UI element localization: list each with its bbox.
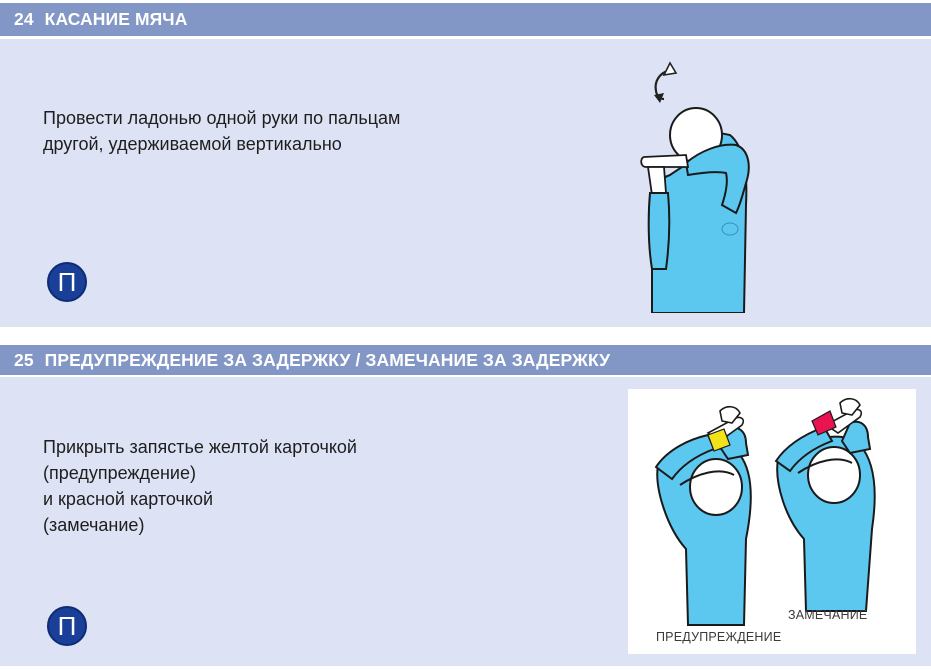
section-description xyxy=(43,434,357,538)
section-title: ПРЕДУПРЕЖДЕНИЕ ЗА ЗАДЕРЖКУ / ЗАМЕЧАНИЕ ЗА ЗАДЕРЖКУ xyxy=(44,349,611,370)
badge-p-icon: П xyxy=(47,262,87,302)
description-line: другой, удерживаемой вертикально xyxy=(43,134,342,154)
section-description xyxy=(43,105,400,157)
description-line: (предупреждение) xyxy=(43,463,196,483)
rotate-arrow-icon xyxy=(654,63,676,103)
section-body xyxy=(0,377,931,666)
caption-reprimand: ЗАМЕЧАНИЕ xyxy=(788,608,868,622)
section-25 xyxy=(0,345,931,670)
section-body xyxy=(0,39,931,327)
section-header xyxy=(0,3,931,36)
caption-warning: ПРЕДУПРЕЖДЕНИЕ xyxy=(656,630,782,644)
section-header xyxy=(0,345,931,375)
badge-p-icon: П xyxy=(47,606,87,646)
referee-cards-figure xyxy=(628,389,916,654)
figure-panel xyxy=(628,389,916,654)
referee-ball-touch-figure xyxy=(630,55,765,313)
section-number: 25 xyxy=(14,349,34,370)
description-line: (замечание) xyxy=(43,515,145,535)
description-line: Провести ладонью одной руки по пальцам xyxy=(43,108,401,128)
description-line: и красной карточкой xyxy=(43,489,214,509)
section-number: 24 xyxy=(14,9,34,29)
referee-yellow-card-figure xyxy=(656,407,751,625)
section-24 xyxy=(0,0,931,327)
section-title: КАСАНИЕ МЯЧА xyxy=(44,9,188,29)
referee-red-card-figure xyxy=(776,399,875,611)
description-line: Прикрыть запястье желтой карточкой xyxy=(43,437,357,457)
